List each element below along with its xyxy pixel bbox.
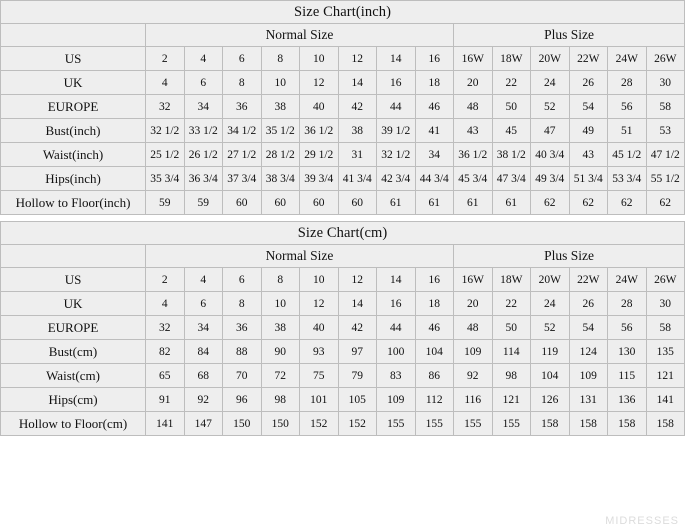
cell: 30 bbox=[646, 292, 685, 316]
cell: 14 bbox=[338, 292, 377, 316]
cell: 49 bbox=[569, 119, 608, 143]
cell: 75 bbox=[300, 364, 339, 388]
cell: 32 bbox=[146, 316, 185, 340]
cell: 90 bbox=[261, 340, 300, 364]
size-chart-cm bbox=[0, 221, 685, 436]
cell: 46 bbox=[415, 316, 454, 340]
cell: 43 bbox=[454, 119, 493, 143]
cell: 36 bbox=[223, 95, 262, 119]
cell: 14 bbox=[338, 71, 377, 95]
cell: 155 bbox=[492, 412, 531, 436]
cell: 39 3/4 bbox=[300, 167, 339, 191]
cell: 31 bbox=[338, 143, 377, 167]
cell: 36 3/4 bbox=[184, 167, 223, 191]
cell: 30 bbox=[646, 71, 685, 95]
cell: 26 bbox=[569, 292, 608, 316]
cell: 135 bbox=[646, 340, 685, 364]
cell: 155 bbox=[377, 412, 416, 436]
cell: 136 bbox=[608, 388, 647, 412]
cell: 121 bbox=[492, 388, 531, 412]
cell: 8 bbox=[223, 292, 262, 316]
cell: 12 bbox=[300, 292, 339, 316]
cell: 22W bbox=[569, 268, 608, 292]
cell: 33 1/2 bbox=[184, 119, 223, 143]
row-label-europe: EUROPE bbox=[1, 95, 146, 119]
cell: 50 bbox=[492, 95, 531, 119]
cell: 16 bbox=[377, 71, 416, 95]
cell: 40 bbox=[300, 316, 339, 340]
cell: 8 bbox=[223, 71, 262, 95]
cell: 12 bbox=[300, 71, 339, 95]
cell: 36 1/2 bbox=[454, 143, 493, 167]
cell: 39 1/2 bbox=[377, 119, 416, 143]
cell: 25 1/2 bbox=[146, 143, 185, 167]
cell: 60 bbox=[338, 191, 377, 215]
row-label-bust: Bust(inch) bbox=[1, 119, 146, 143]
cell: 18 bbox=[415, 71, 454, 95]
cell: 158 bbox=[646, 412, 685, 436]
cell: 47 3/4 bbox=[492, 167, 531, 191]
row-label-hips: Hips(cm) bbox=[1, 388, 146, 412]
row-label-hips: Hips(inch) bbox=[1, 167, 146, 191]
cell: 38 bbox=[261, 316, 300, 340]
cell: 40 3/4 bbox=[531, 143, 570, 167]
cell: 44 bbox=[377, 316, 416, 340]
cell: 4 bbox=[146, 292, 185, 316]
cell: 34 bbox=[415, 143, 454, 167]
table-row bbox=[1, 364, 685, 388]
cell: 56 bbox=[608, 316, 647, 340]
cell: 92 bbox=[454, 364, 493, 388]
cell: 35 3/4 bbox=[146, 167, 185, 191]
cell: 37 3/4 bbox=[223, 167, 262, 191]
cell: 150 bbox=[223, 412, 262, 436]
cell: 16 bbox=[415, 268, 454, 292]
cell: 61 bbox=[377, 191, 416, 215]
cell: 96 bbox=[223, 388, 262, 412]
row-label-waist: Waist(inch) bbox=[1, 143, 146, 167]
cell: 26 1/2 bbox=[184, 143, 223, 167]
cell: 62 bbox=[646, 191, 685, 215]
cell: 4 bbox=[146, 71, 185, 95]
cell: 51 bbox=[608, 119, 647, 143]
cell: 109 bbox=[569, 364, 608, 388]
cell: 18 bbox=[415, 292, 454, 316]
cell: 18W bbox=[492, 268, 531, 292]
cell: 91 bbox=[146, 388, 185, 412]
cell: 6 bbox=[223, 47, 262, 71]
cell: 12 bbox=[338, 268, 377, 292]
cell: 84 bbox=[184, 340, 223, 364]
cell: 47 bbox=[531, 119, 570, 143]
cell: 2 bbox=[146, 268, 185, 292]
cell: 12 bbox=[338, 47, 377, 71]
cell: 48 bbox=[454, 316, 493, 340]
cell: 10 bbox=[300, 47, 339, 71]
cell: 114 bbox=[492, 340, 531, 364]
row-label-us: US bbox=[1, 47, 146, 71]
size-chart-inch bbox=[0, 0, 685, 215]
table-row bbox=[1, 143, 685, 167]
chart-title: Size Chart(inch) bbox=[1, 1, 685, 24]
cell: 70 bbox=[223, 364, 262, 388]
cell: 34 1/2 bbox=[223, 119, 262, 143]
cell: 54 bbox=[569, 316, 608, 340]
cell: 52 bbox=[531, 316, 570, 340]
cell: 16W bbox=[454, 268, 493, 292]
cell: 22 bbox=[492, 71, 531, 95]
cell: 24 bbox=[531, 71, 570, 95]
row-label-uk: UK bbox=[1, 292, 146, 316]
table-title-row bbox=[1, 222, 685, 245]
cell: 155 bbox=[454, 412, 493, 436]
cell: 41 bbox=[415, 119, 454, 143]
cell: 22 bbox=[492, 292, 531, 316]
cell: 16 bbox=[377, 292, 416, 316]
cell: 34 bbox=[184, 316, 223, 340]
cell: 72 bbox=[261, 364, 300, 388]
cell: 97 bbox=[338, 340, 377, 364]
cell: 42 bbox=[338, 95, 377, 119]
cell: 24W bbox=[608, 47, 647, 71]
cell: 60 bbox=[300, 191, 339, 215]
cell: 16W bbox=[454, 47, 493, 71]
cell: 44 3/4 bbox=[415, 167, 454, 191]
watermark-text: MIDRESSES bbox=[605, 515, 679, 527]
cell: 58 bbox=[646, 95, 685, 119]
cell: 119 bbox=[531, 340, 570, 364]
cell: 93 bbox=[300, 340, 339, 364]
cell: 158 bbox=[531, 412, 570, 436]
row-label-us: US bbox=[1, 268, 146, 292]
cell: 6 bbox=[184, 71, 223, 95]
table-row bbox=[1, 412, 685, 436]
corner-blank-cell bbox=[1, 245, 146, 268]
cell: 4 bbox=[184, 47, 223, 71]
cell: 16 bbox=[415, 47, 454, 71]
cell: 32 1/2 bbox=[146, 119, 185, 143]
cell: 28 bbox=[608, 292, 647, 316]
size-chart-cm-table bbox=[0, 221, 685, 436]
cell: 68 bbox=[184, 364, 223, 388]
cell: 41 3/4 bbox=[338, 167, 377, 191]
cell: 60 bbox=[223, 191, 262, 215]
cell: 24 bbox=[531, 292, 570, 316]
cell: 10 bbox=[261, 71, 300, 95]
cell: 29 1/2 bbox=[300, 143, 339, 167]
table-row bbox=[1, 119, 685, 143]
cell: 14 bbox=[377, 47, 416, 71]
cell: 65 bbox=[146, 364, 185, 388]
cell: 6 bbox=[184, 292, 223, 316]
cell: 48 bbox=[454, 95, 493, 119]
cell: 27 1/2 bbox=[223, 143, 262, 167]
cell: 42 3/4 bbox=[377, 167, 416, 191]
cell: 58 bbox=[646, 316, 685, 340]
group-header-normal-size: Normal Size bbox=[146, 245, 454, 268]
cell: 98 bbox=[261, 388, 300, 412]
cell: 42 bbox=[338, 316, 377, 340]
cell: 121 bbox=[646, 364, 685, 388]
cell: 82 bbox=[146, 340, 185, 364]
cell: 36 bbox=[223, 316, 262, 340]
cell: 59 bbox=[146, 191, 185, 215]
group-header-plus-size: Plus Size bbox=[454, 24, 685, 47]
cell: 155 bbox=[415, 412, 454, 436]
cell: 47 1/2 bbox=[646, 143, 685, 167]
cell: 83 bbox=[377, 364, 416, 388]
cell: 2 bbox=[146, 47, 185, 71]
cell: 32 bbox=[146, 95, 185, 119]
cell: 98 bbox=[492, 364, 531, 388]
cell: 62 bbox=[531, 191, 570, 215]
cell: 152 bbox=[338, 412, 377, 436]
cell: 24W bbox=[608, 268, 647, 292]
cell: 100 bbox=[377, 340, 416, 364]
cell: 88 bbox=[223, 340, 262, 364]
cell: 22W bbox=[569, 47, 608, 71]
cell: 26W bbox=[646, 47, 685, 71]
cell: 8 bbox=[261, 47, 300, 71]
group-header-normal-size: Normal Size bbox=[146, 24, 454, 47]
cell: 51 3/4 bbox=[569, 167, 608, 191]
cell: 104 bbox=[531, 364, 570, 388]
row-label-hollow-to-floor: Hollow to Floor(inch) bbox=[1, 191, 146, 215]
cell: 28 1/2 bbox=[261, 143, 300, 167]
cell: 20 bbox=[454, 292, 493, 316]
cell: 26W bbox=[646, 268, 685, 292]
cell: 4 bbox=[184, 268, 223, 292]
cell: 28 bbox=[608, 71, 647, 95]
table-group-row bbox=[1, 24, 685, 47]
cell: 62 bbox=[569, 191, 608, 215]
cell: 6 bbox=[223, 268, 262, 292]
cell: 60 bbox=[261, 191, 300, 215]
cell: 53 3/4 bbox=[608, 167, 647, 191]
cell: 61 bbox=[415, 191, 454, 215]
cell: 61 bbox=[454, 191, 493, 215]
chart-title: Size Chart(cm) bbox=[1, 222, 685, 245]
cell: 49 3/4 bbox=[531, 167, 570, 191]
cell: 150 bbox=[261, 412, 300, 436]
cell: 126 bbox=[531, 388, 570, 412]
cell: 35 1/2 bbox=[261, 119, 300, 143]
cell: 34 bbox=[184, 95, 223, 119]
table-row bbox=[1, 191, 685, 215]
cell: 20 bbox=[454, 71, 493, 95]
cell: 40 bbox=[300, 95, 339, 119]
cell: 10 bbox=[300, 268, 339, 292]
cell: 62 bbox=[608, 191, 647, 215]
cell: 55 1/2 bbox=[646, 167, 685, 191]
cell: 141 bbox=[146, 412, 185, 436]
cell: 104 bbox=[415, 340, 454, 364]
cell: 26 bbox=[569, 71, 608, 95]
row-label-bust: Bust(cm) bbox=[1, 340, 146, 364]
cell: 158 bbox=[608, 412, 647, 436]
cell: 44 bbox=[377, 95, 416, 119]
cell: 8 bbox=[261, 268, 300, 292]
size-chart-inch-table bbox=[0, 0, 685, 215]
table-group-row bbox=[1, 245, 685, 268]
cell: 38 bbox=[261, 95, 300, 119]
cell: 124 bbox=[569, 340, 608, 364]
cell: 141 bbox=[646, 388, 685, 412]
cell: 38 bbox=[338, 119, 377, 143]
cell: 45 3/4 bbox=[454, 167, 493, 191]
cell: 116 bbox=[454, 388, 493, 412]
cell: 109 bbox=[377, 388, 416, 412]
cell: 14 bbox=[377, 268, 416, 292]
cell: 101 bbox=[300, 388, 339, 412]
cell: 54 bbox=[569, 95, 608, 119]
cell: 115 bbox=[608, 364, 647, 388]
cell: 10 bbox=[261, 292, 300, 316]
table-row bbox=[1, 388, 685, 412]
cell: 59 bbox=[184, 191, 223, 215]
cell: 43 bbox=[569, 143, 608, 167]
row-label-hollow-to-floor: Hollow to Floor(cm) bbox=[1, 412, 146, 436]
cell: 45 bbox=[492, 119, 531, 143]
cell: 52 bbox=[531, 95, 570, 119]
cell: 152 bbox=[300, 412, 339, 436]
cell: 79 bbox=[338, 364, 377, 388]
cell: 61 bbox=[492, 191, 531, 215]
table-row bbox=[1, 316, 685, 340]
cell: 32 1/2 bbox=[377, 143, 416, 167]
cell: 131 bbox=[569, 388, 608, 412]
row-label-waist: Waist(cm) bbox=[1, 364, 146, 388]
table-row bbox=[1, 71, 685, 95]
cell: 53 bbox=[646, 119, 685, 143]
cell: 147 bbox=[184, 412, 223, 436]
row-label-uk: UK bbox=[1, 71, 146, 95]
cell: 38 1/2 bbox=[492, 143, 531, 167]
cell: 45 1/2 bbox=[608, 143, 647, 167]
table-row bbox=[1, 292, 685, 316]
cell: 109 bbox=[454, 340, 493, 364]
cell: 20W bbox=[531, 268, 570, 292]
cell: 38 3/4 bbox=[261, 167, 300, 191]
table-row bbox=[1, 47, 685, 71]
cell: 20W bbox=[531, 47, 570, 71]
cell: 36 1/2 bbox=[300, 119, 339, 143]
table-row bbox=[1, 340, 685, 364]
cell: 112 bbox=[415, 388, 454, 412]
table-row bbox=[1, 268, 685, 292]
cell: 50 bbox=[492, 316, 531, 340]
cell: 46 bbox=[415, 95, 454, 119]
group-header-plus-size: Plus Size bbox=[454, 245, 685, 268]
table-title-row bbox=[1, 1, 685, 24]
cell: 56 bbox=[608, 95, 647, 119]
table-row bbox=[1, 167, 685, 191]
cell: 18W bbox=[492, 47, 531, 71]
row-label-europe: EUROPE bbox=[1, 316, 146, 340]
corner-blank-cell bbox=[1, 24, 146, 47]
table-row bbox=[1, 95, 685, 119]
cell: 158 bbox=[569, 412, 608, 436]
cell: 86 bbox=[415, 364, 454, 388]
cell: 130 bbox=[608, 340, 647, 364]
cell: 105 bbox=[338, 388, 377, 412]
cell: 92 bbox=[184, 388, 223, 412]
